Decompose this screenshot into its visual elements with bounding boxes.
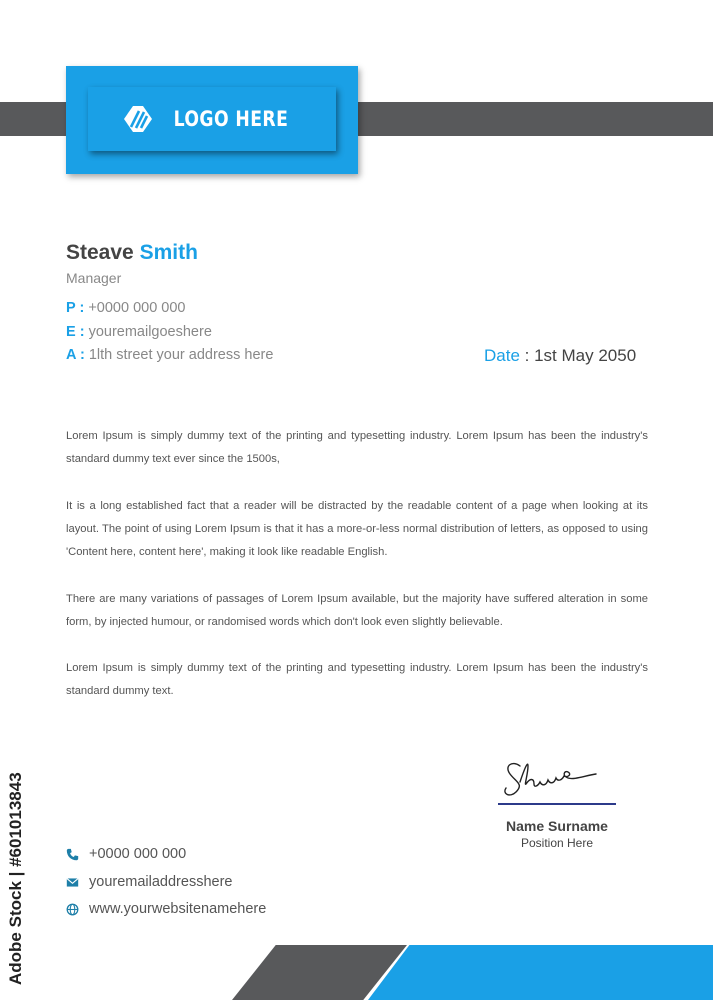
last-name: Smith	[139, 241, 198, 264]
signatory-name: Name Surname	[506, 818, 608, 834]
footer-email-text: youremailaddresshere	[89, 874, 233, 890]
address-label: A :	[66, 347, 85, 363]
phone-value: +0000 000 000	[88, 300, 186, 316]
footer-phone-text: +0000 000 000	[89, 846, 187, 862]
signatory-position: Position Here	[520, 836, 594, 850]
logo-text: LOGO HERE	[173, 107, 289, 131]
sender-role: Manager	[66, 270, 122, 286]
logo	[88, 87, 336, 151]
letter-date	[484, 346, 636, 366]
address-value: 1lth street your address here	[88, 347, 274, 363]
sender-name	[66, 241, 198, 265]
body-paragraph: There are many variations of passages of Lorem Ipsum available, but the majority have suffered alteration in some form, by injected humour, or randomised words which don't look even slightly believable.	[66, 593, 648, 628]
footer-email	[66, 874, 232, 890]
header-address	[66, 347, 273, 363]
date-label: Date	[484, 346, 520, 365]
date-value: : 1st May 2050	[524, 346, 637, 365]
email-value: youremailgoeshere	[88, 324, 212, 340]
body-paragraph: It is a long established fact that a reader will be distracted by the readable content of a page when looking at its layout. The point of using Lorem Ipsum is that it has a more-or-less normal distribution of letters, as opposed to using 'Content here, content here', making it look like readable English.	[66, 500, 648, 558]
logo-box	[66, 66, 358, 174]
mail-icon	[66, 876, 79, 889]
phone-icon	[66, 848, 79, 861]
phone-label: P :	[66, 300, 85, 316]
globe-icon	[66, 903, 79, 916]
body-paragraph: Lorem Ipsum is simply dummy text of the printing and typesetting industry. Lorem Ipsum has been the industry's standard dummy text.	[66, 662, 648, 697]
logo-mark-icon	[123, 105, 153, 133]
footer-website-text: www.yourwebsitenamehere	[89, 901, 267, 917]
footer-blue-shape	[368, 945, 713, 1000]
body-paragraph: Lorem Ipsum is simply dummy text of the printing and typesetting industry. Lorem Ipsum has been the industry's standard dummy text ever since the 1500s,	[66, 430, 648, 465]
footer-phone	[66, 846, 186, 862]
header-email	[66, 324, 212, 340]
stock-watermark: Adobe Stock | #601013843	[6, 772, 25, 985]
email-label: E :	[66, 324, 85, 340]
header-phone	[66, 300, 185, 316]
signature-line	[498, 803, 616, 805]
first-name: Steave	[66, 241, 134, 264]
footer-website	[66, 901, 266, 917]
handwritten-signature	[498, 752, 616, 804]
